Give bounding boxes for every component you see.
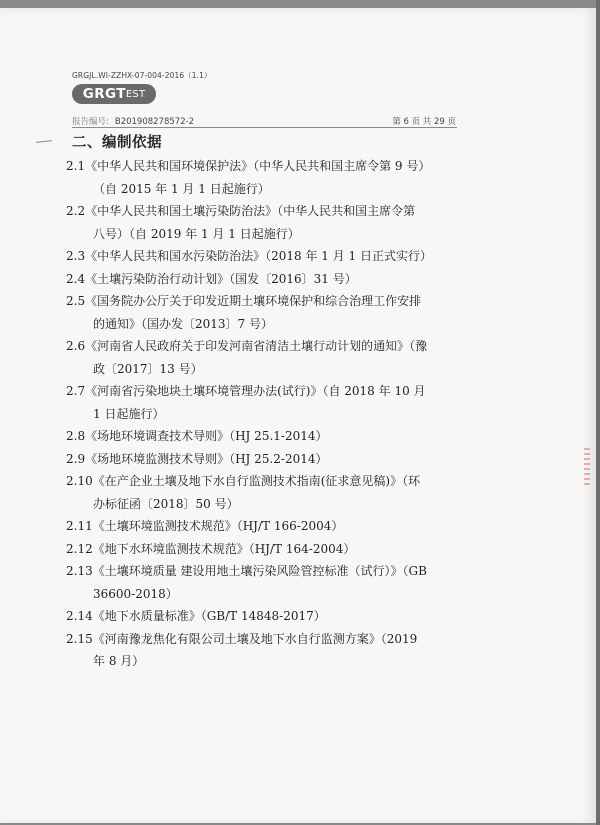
basis-item-continuation: 八号）（自 2019 年 1 月 1 日起施行）: [93, 226, 300, 241]
basis-item-number: 2.3: [66, 249, 86, 263]
margin-pen-mark: [36, 140, 52, 143]
basis-item-text: 《土壤污染防治行动计划》（国发〔2016〕31 号）: [85, 271, 357, 286]
basis-item-number: 2.9: [66, 451, 86, 466]
basis-item-continuation: 的通知》（国办发〔2013〕7 号）: [93, 316, 273, 331]
basis-item-text: 《河南省污染地块土壤环境管理办法(试行)》（自 2018 年 10 月: [85, 384, 426, 398]
basis-item: [66, 448, 466, 471]
basis-item-number: 2.11: [66, 519, 93, 533]
report-number-label: 报告编号:: [72, 117, 109, 127]
basis-item-text: 《地下水质量标准》（GB/T 14848-2017）: [92, 609, 326, 623]
grgtest-logo: [72, 84, 156, 104]
basis-item: [66, 515, 466, 538]
document-page: [0, 8, 596, 823]
basis-item-continuation: （自 2015 年 1 月 1 日起施行）: [93, 181, 270, 196]
basis-item-number: 2.8: [66, 429, 86, 443]
basis-item: [66, 290, 466, 335]
basis-item-text: 《国务院办公厅关于印发近期土壤环境保护和综合治理工作安排: [85, 294, 422, 308]
basis-item: [66, 200, 466, 245]
basis-item-text: 《场地环境监测技术导则》（HJ 25.2-2014）: [85, 451, 328, 466]
basis-item: [66, 470, 466, 515]
basis-item: [66, 380, 466, 425]
basis-item-number: 2.5: [66, 294, 86, 308]
basis-item-continuation: 年 8 月）: [93, 654, 145, 668]
basis-item: [66, 335, 466, 380]
basis-item: [66, 605, 466, 628]
scan-edge: [596, 0, 600, 825]
header-divider: [72, 127, 457, 128]
basis-item-continuation: 1 日起施行）: [93, 406, 165, 421]
basis-item-text: 《河南省人民政府关于印发河南省清洁土壤行动计划的通知》（豫: [85, 339, 428, 353]
basis-item-text: 《土壤环境质量 建设用地土壤污染风险管控标准（试行）》（GB: [92, 564, 427, 578]
basis-item-text: 《地下水环境监测技术规范》（HJ/T 164-2004）: [92, 541, 356, 556]
basis-item-continuation: 政〔2017〕13 号）: [93, 361, 203, 376]
basis-item-number: 2.2: [66, 204, 86, 218]
basis-item-number: 2.15: [66, 631, 93, 646]
logo-sub-text: EST: [125, 88, 146, 100]
basis-item-continuation: 办标征函〔2018〕50 号）: [93, 496, 239, 511]
basis-item-text: 《中华人民共和国环境保护法》（中华人民共和国主席令第 9 号）: [85, 159, 431, 173]
basis-item-text: 《中华人民共和国水污染防治法》（2018 年 1 月 1 日正式实行）: [85, 249, 432, 263]
basis-item: [66, 560, 466, 605]
report-number-value: B201908278572-2: [114, 117, 195, 127]
basis-item-text: 《在产企业土壤及地下水自行监测技术指南(征求意见稿)》（环: [92, 474, 421, 488]
basis-item-number: 2.13: [66, 564, 93, 578]
report-number: [72, 115, 194, 127]
basis-item-continuation: 36600-2018）: [93, 586, 178, 601]
basis-item: [66, 628, 466, 673]
basis-item-text: 《土壤环境监测技术规范》（HJ/T 166-2004）: [92, 519, 344, 533]
basis-item: [66, 268, 466, 291]
basis-item-number: 2.4: [66, 271, 86, 286]
logo-main-text: GRGT: [82, 86, 126, 102]
basis-item: [66, 538, 466, 561]
section-title: 二、编制依据: [72, 135, 162, 151]
basis-item-number: 2.12: [66, 541, 93, 556]
basis-list: [66, 155, 466, 673]
basis-item: [66, 425, 466, 448]
basis-item-text: 《河南豫龙焦化有限公司土壤及地下水自行监测方案》（2019: [92, 631, 418, 646]
edge-stamp-mark: [584, 448, 590, 488]
basis-item-text: 《场地环境调查技术导则》（HJ 25.1-2014）: [85, 429, 328, 443]
document-code: GRGJL.WI-ZZHX-07-004-2016（1.1）: [72, 71, 212, 80]
basis-item-text: 《中华人民共和国土壤污染防治法》（中华人民共和国主席令第: [85, 204, 416, 218]
basis-item-number: 2.6: [66, 339, 86, 353]
page-counter: 第 6 页 共 29 页: [392, 117, 456, 127]
basis-item-number: 2.1: [66, 159, 86, 173]
basis-item-number: 2.7: [66, 384, 86, 398]
basis-item-number: 2.14: [66, 609, 93, 623]
basis-item-number: 2.10: [66, 474, 93, 488]
basis-item: [66, 245, 466, 268]
basis-item: [66, 155, 466, 200]
